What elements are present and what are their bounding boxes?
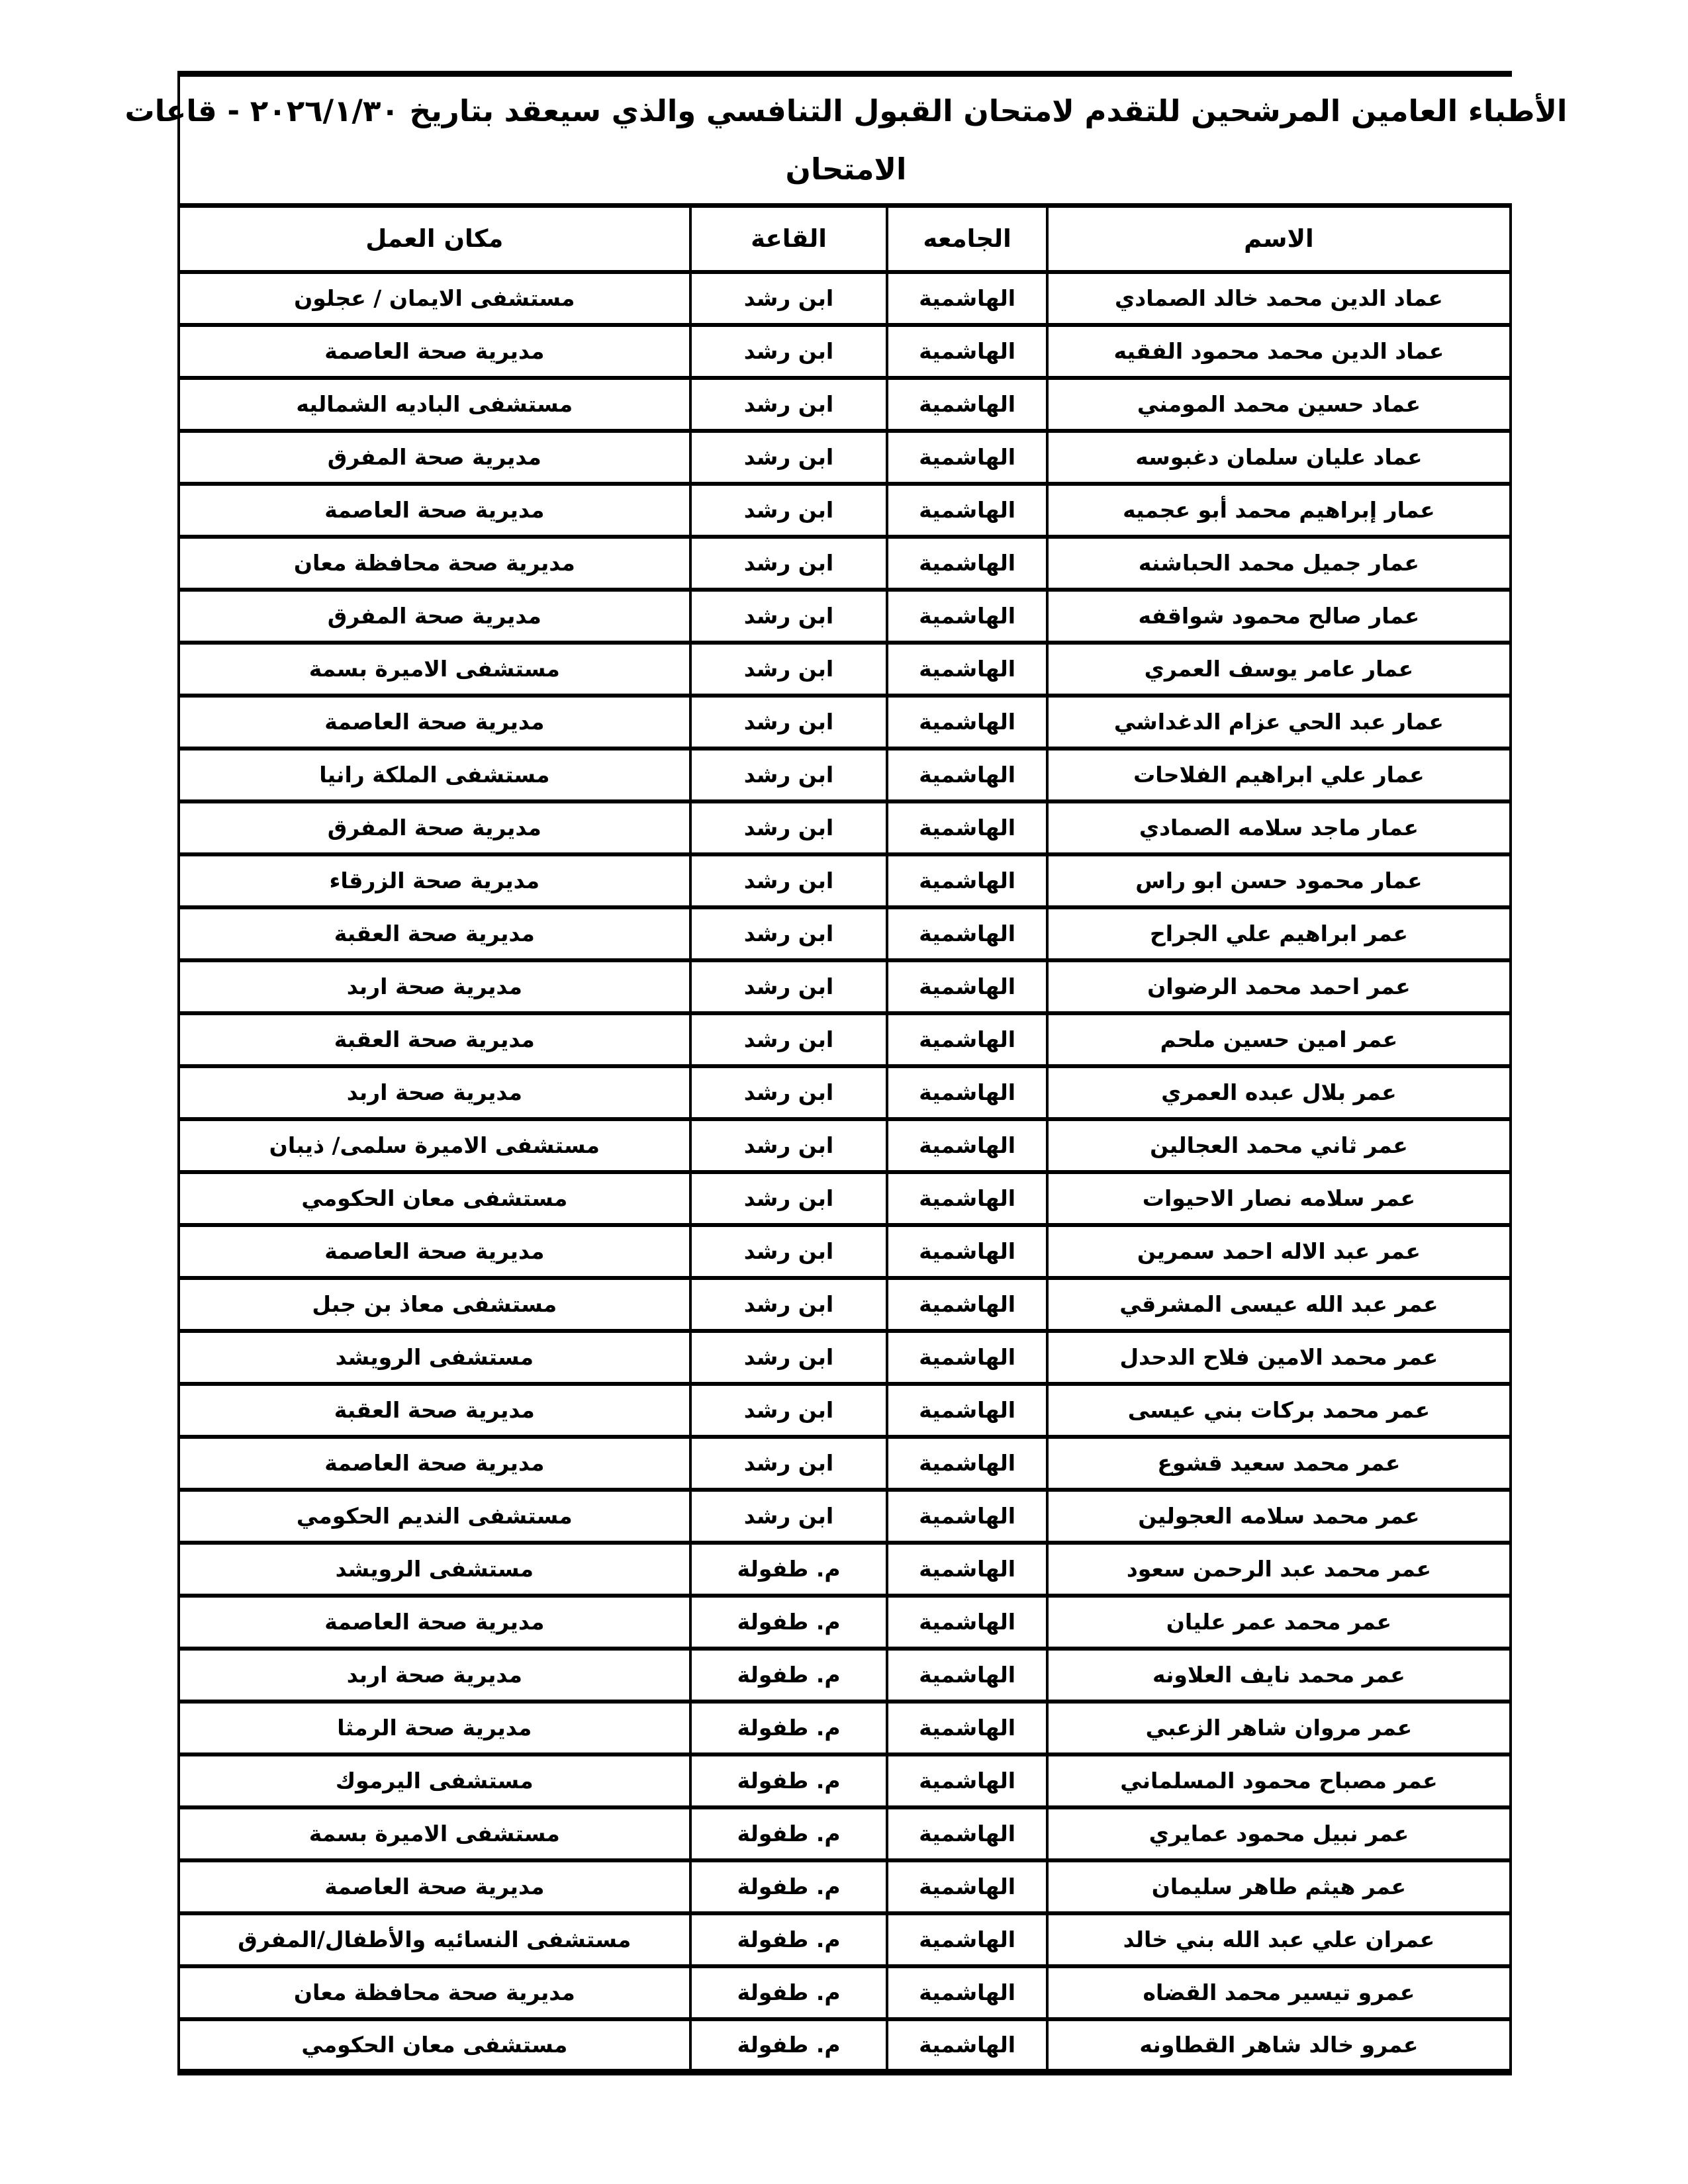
- title-line-2: الامتحان: [785, 151, 907, 187]
- cell-university: الهاشمية: [887, 537, 1047, 590]
- cell-hall: ابن رشد: [690, 907, 888, 960]
- cell-workplace: مديرية صحة العاصمة: [179, 484, 690, 537]
- cell-university: الهاشمية: [887, 431, 1047, 484]
- cell-workplace: مديرية صحة محافظة معان: [179, 1966, 690, 2019]
- table-row: [179, 590, 1511, 643]
- cell-hall: م. طفولة: [690, 1702, 888, 1754]
- table-row: [179, 1913, 1511, 1966]
- table-row: [179, 2019, 1511, 2072]
- cell-name: عمر محمد عبد الرحمن سعود: [1047, 1543, 1511, 1596]
- cell-name: عمرو تيسير محمد القضاه: [1047, 1966, 1511, 2019]
- cell-workplace: مديرية صحة المفرق: [179, 431, 690, 484]
- cell-university: الهاشمية: [887, 590, 1047, 643]
- cell-workplace: مديرية صحة الرمثا: [179, 1702, 690, 1754]
- table-row: [179, 1066, 1511, 1119]
- table-row: [179, 537, 1511, 590]
- header-hall: القاعة: [690, 206, 888, 272]
- document: [124, 71, 1568, 2075]
- cell-workplace: مديرية صحة اربد: [179, 960, 690, 1013]
- table-row: [179, 378, 1511, 431]
- cell-hall: ابن رشد: [690, 1278, 888, 1331]
- cell-hall: م. طفولة: [690, 1754, 888, 1807]
- header-name: الاسم: [1047, 206, 1511, 272]
- cell-workplace: مديرية صحة العاصمة: [179, 1860, 690, 1913]
- table-row: [179, 1331, 1511, 1384]
- table-row: [179, 1172, 1511, 1225]
- cell-university: الهاشمية: [887, 1119, 1047, 1172]
- cell-name: عمر ثاني محمد العجالين: [1047, 1119, 1511, 1172]
- cell-hall: م. طفولة: [690, 2019, 888, 2072]
- cell-name: عمر هيثم طاهر سليمان: [1047, 1860, 1511, 1913]
- cell-workplace: مستشفى الاميرة بسمة: [179, 643, 690, 696]
- cell-name: عماد الدين محمد خالد الصمادي: [1047, 272, 1511, 325]
- cell-hall: ابن رشد: [690, 537, 888, 590]
- cell-name: عمر امين حسين ملحم: [1047, 1013, 1511, 1066]
- table-row: [179, 1860, 1511, 1913]
- cell-hall: م. طفولة: [690, 1543, 888, 1596]
- cell-university: الهاشمية: [887, 1331, 1047, 1384]
- cell-workplace: مستشفى النديم الحكومي: [179, 1490, 690, 1543]
- cell-hall: ابن رشد: [690, 1119, 888, 1172]
- cell-name: عمر محمد بركات بني عيسى: [1047, 1384, 1511, 1437]
- cell-hall: ابن رشد: [690, 1225, 888, 1278]
- cell-workplace: مديرية صحة محافظة معان: [179, 537, 690, 590]
- cell-university: الهاشمية: [887, 1702, 1047, 1754]
- cell-hall: ابن رشد: [690, 378, 888, 431]
- cell-hall: ابن رشد: [690, 590, 888, 643]
- cell-hall: ابن رشد: [690, 1331, 888, 1384]
- cell-university: الهاشمية: [887, 378, 1047, 431]
- table-row: [179, 1754, 1511, 1807]
- table-row: [179, 325, 1511, 378]
- cell-hall: ابن رشد: [690, 643, 888, 696]
- cell-workplace: مستشفى الملكة رانيا: [179, 749, 690, 801]
- cell-workplace: مستشفى معاذ بن جبل: [179, 1278, 690, 1331]
- cell-hall: ابن رشد: [690, 1384, 888, 1437]
- header-university: الجامعه: [887, 206, 1047, 272]
- cell-workplace: مستشفى الرويشد: [179, 1543, 690, 1596]
- cell-workplace: مستشفى الباديه الشماليه: [179, 378, 690, 431]
- cell-workplace: مديرية صحة العقبة: [179, 1013, 690, 1066]
- cell-university: الهاشمية: [887, 643, 1047, 696]
- cell-workplace: مديرية صحة العقبة: [179, 907, 690, 960]
- cell-hall: ابن رشد: [690, 1437, 888, 1490]
- table-row: [179, 1490, 1511, 1543]
- cell-workplace: مديرية صحة العقبة: [179, 1384, 690, 1437]
- cell-name: عمار إبراهيم محمد أبو عجميه: [1047, 484, 1511, 537]
- header-row: [179, 206, 1511, 272]
- table-row: [179, 1119, 1511, 1172]
- table-body: [179, 272, 1511, 2072]
- cell-hall: ابن رشد: [690, 749, 888, 801]
- cell-hall: م. طفولة: [690, 1807, 888, 1860]
- cell-university: الهاشمية: [887, 749, 1047, 801]
- cell-university: الهاشمية: [887, 1278, 1047, 1331]
- cell-name: عمر سلامه نصار الاحيوات: [1047, 1172, 1511, 1225]
- cell-name: عمر محمد سلامه العجولين: [1047, 1490, 1511, 1543]
- cell-workplace: مديرية صحة العاصمة: [179, 1437, 690, 1490]
- table-row: [179, 431, 1511, 484]
- cell-hall: ابن رشد: [690, 484, 888, 537]
- cell-workplace: مستشفى الاميرة بسمة: [179, 1807, 690, 1860]
- cell-workplace: مديرية صحة المفرق: [179, 590, 690, 643]
- cell-workplace: مديرية صحة اربد: [179, 1066, 690, 1119]
- cell-workplace: مديرية صحة المفرق: [179, 801, 690, 854]
- table-row: [179, 1966, 1511, 2019]
- cell-hall: م. طفولة: [690, 1966, 888, 2019]
- cell-name: عمار ماجد سلامه الصمادي: [1047, 801, 1511, 854]
- cell-workplace: مستشفى اليرموك: [179, 1754, 690, 1807]
- cell-hall: ابن رشد: [690, 325, 888, 378]
- cell-workplace: مستشفى الرويشد: [179, 1331, 690, 1384]
- cell-name: عمر عبد الاله احمد سمرين: [1047, 1225, 1511, 1278]
- table-row: [179, 696, 1511, 749]
- cell-workplace: مستشفى معان الحكومي: [179, 1172, 690, 1225]
- cell-name: عمر مصباح محمود المسلماني: [1047, 1754, 1511, 1807]
- cell-name: عمرو خالد شاهر القطاونه: [1047, 2019, 1511, 2072]
- table-row: [179, 1013, 1511, 1066]
- cell-university: الهاشمية: [887, 1490, 1047, 1543]
- cell-university: الهاشمية: [887, 801, 1047, 854]
- cell-university: الهاشمية: [887, 1384, 1047, 1437]
- table-row: [179, 1225, 1511, 1278]
- cell-university: الهاشمية: [887, 1543, 1047, 1596]
- cell-university: الهاشمية: [887, 1437, 1047, 1490]
- table-row: [179, 1278, 1511, 1331]
- table-row: [179, 960, 1511, 1013]
- cell-workplace: مستشفى الايمان / عجلون: [179, 272, 690, 325]
- cell-university: الهاشمية: [887, 1807, 1047, 1860]
- cell-name: عمر مروان شاهر الزعبي: [1047, 1702, 1511, 1754]
- cell-university: الهاشمية: [887, 696, 1047, 749]
- cell-workplace: مستشفى معان الحكومي: [179, 2019, 690, 2072]
- table-row: [179, 1807, 1511, 1860]
- cell-university: الهاشمية: [887, 1225, 1047, 1278]
- cell-workplace: مديرية صحة العاصمة: [179, 325, 690, 378]
- cell-university: الهاشمية: [887, 907, 1047, 960]
- cell-university: الهاشمية: [887, 1860, 1047, 1913]
- cell-workplace: مستشفى الاميرة سلمى/ ذيبان: [179, 1119, 690, 1172]
- cell-workplace: مديرية صحة اربد: [179, 1649, 690, 1702]
- table-row: [179, 1702, 1511, 1754]
- title-line-1: الأطباء العامين المرشحين للتقدم لامتحان القبول التنافسي والذي سيعقد بتاريخ ٢٠٢٦/١/٣٠ - قاعات: [124, 93, 1568, 128]
- table-row: [179, 801, 1511, 854]
- cell-name: عماد الدين محمد محمود الفقيه: [1047, 325, 1511, 378]
- cell-name: عمار عامر يوسف العمري: [1047, 643, 1511, 696]
- table-row: [179, 854, 1511, 907]
- cell-workplace: مديرية صحة العاصمة: [179, 1225, 690, 1278]
- cell-university: الهاشمية: [887, 2019, 1047, 2072]
- table-header: [179, 206, 1511, 272]
- cell-name: عمر محمد عمر عليان: [1047, 1596, 1511, 1649]
- cell-name: عمر محمد نايف العلاونه: [1047, 1649, 1511, 1702]
- candidates-table: [177, 203, 1512, 2075]
- cell-name: عمر بلال عبده العمري: [1047, 1066, 1511, 1119]
- cell-university: الهاشمية: [887, 1596, 1047, 1649]
- cell-workplace: مستشفى النسائيه والأطفال/المفرق: [179, 1913, 690, 1966]
- cell-university: الهاشمية: [887, 1172, 1047, 1225]
- cell-university: الهاشمية: [887, 1066, 1047, 1119]
- cell-workplace: مديرية صحة الزرقاء: [179, 854, 690, 907]
- cell-workplace: مديرية صحة العاصمة: [179, 1596, 690, 1649]
- table-row: [179, 749, 1511, 801]
- cell-workplace: مديرية صحة العاصمة: [179, 696, 690, 749]
- cell-hall: ابن رشد: [690, 431, 888, 484]
- cell-name: عمر عبد الله عيسى المشرقي: [1047, 1278, 1511, 1331]
- cell-university: الهاشمية: [887, 960, 1047, 1013]
- table-row: [179, 1649, 1511, 1702]
- cell-hall: ابن رشد: [690, 1172, 888, 1225]
- cell-name: عمار صالح محمود شواقفه: [1047, 590, 1511, 643]
- cell-university: الهاشمية: [887, 1754, 1047, 1807]
- table-row: [179, 1437, 1511, 1490]
- cell-university: الهاشمية: [887, 1913, 1047, 1966]
- cell-name: عماد حسين محمد المومني: [1047, 378, 1511, 431]
- cell-hall: ابن رشد: [690, 960, 888, 1013]
- table-row: [179, 272, 1511, 325]
- cell-name: عمر احمد محمد الرضوان: [1047, 960, 1511, 1013]
- cell-university: الهاشمية: [887, 272, 1047, 325]
- cell-university: الهاشمية: [887, 484, 1047, 537]
- cell-hall: ابن رشد: [690, 854, 888, 907]
- cell-name: عمر محمد الامين فلاح الدحدل: [1047, 1331, 1511, 1384]
- table-row: [179, 484, 1511, 537]
- cell-university: الهاشمية: [887, 1013, 1047, 1066]
- cell-university: الهاشمية: [887, 325, 1047, 378]
- cell-university: الهاشمية: [887, 1649, 1047, 1702]
- cell-hall: م. طفولة: [690, 1913, 888, 1966]
- table-row: [179, 643, 1511, 696]
- cell-hall: ابن رشد: [690, 1013, 888, 1066]
- cell-hall: ابن رشد: [690, 1066, 888, 1119]
- table-row: [179, 1596, 1511, 1649]
- table-row: [179, 1384, 1511, 1437]
- cell-name: عمران علي عبد الله بني خالد: [1047, 1913, 1511, 1966]
- table-row: [179, 907, 1511, 960]
- cell-name: عمار علي ابراهيم الفلاحات: [1047, 749, 1511, 801]
- cell-hall: م. طفولة: [690, 1649, 888, 1702]
- cell-name: عمر محمد سعيد قشوع: [1047, 1437, 1511, 1490]
- cell-university: الهاشمية: [887, 854, 1047, 907]
- cell-name: عمر ابراهيم علي الجراح: [1047, 907, 1511, 960]
- header-workplace: مكان العمل: [179, 206, 690, 272]
- cell-university: الهاشمية: [887, 1966, 1047, 2019]
- cell-name: عماد عليان سلمان دغبوسه: [1047, 431, 1511, 484]
- cell-hall: م. طفولة: [690, 1860, 888, 1913]
- cell-hall: ابن رشد: [690, 1490, 888, 1543]
- cell-name: عمر نبيل محمود عمايري: [1047, 1807, 1511, 1860]
- cell-name: عمار محمود حسن ابو راس: [1047, 854, 1511, 907]
- cell-hall: ابن رشد: [690, 801, 888, 854]
- cell-name: عمار جميل محمد الحباشنه: [1047, 537, 1511, 590]
- cell-hall: ابن رشد: [690, 696, 888, 749]
- table-row: [179, 1543, 1511, 1596]
- cell-hall: م. طفولة: [690, 1596, 888, 1649]
- document-title: [124, 71, 1568, 203]
- cell-hall: ابن رشد: [690, 272, 888, 325]
- cell-name: عمار عبد الحي عزام الدغداشي: [1047, 696, 1511, 749]
